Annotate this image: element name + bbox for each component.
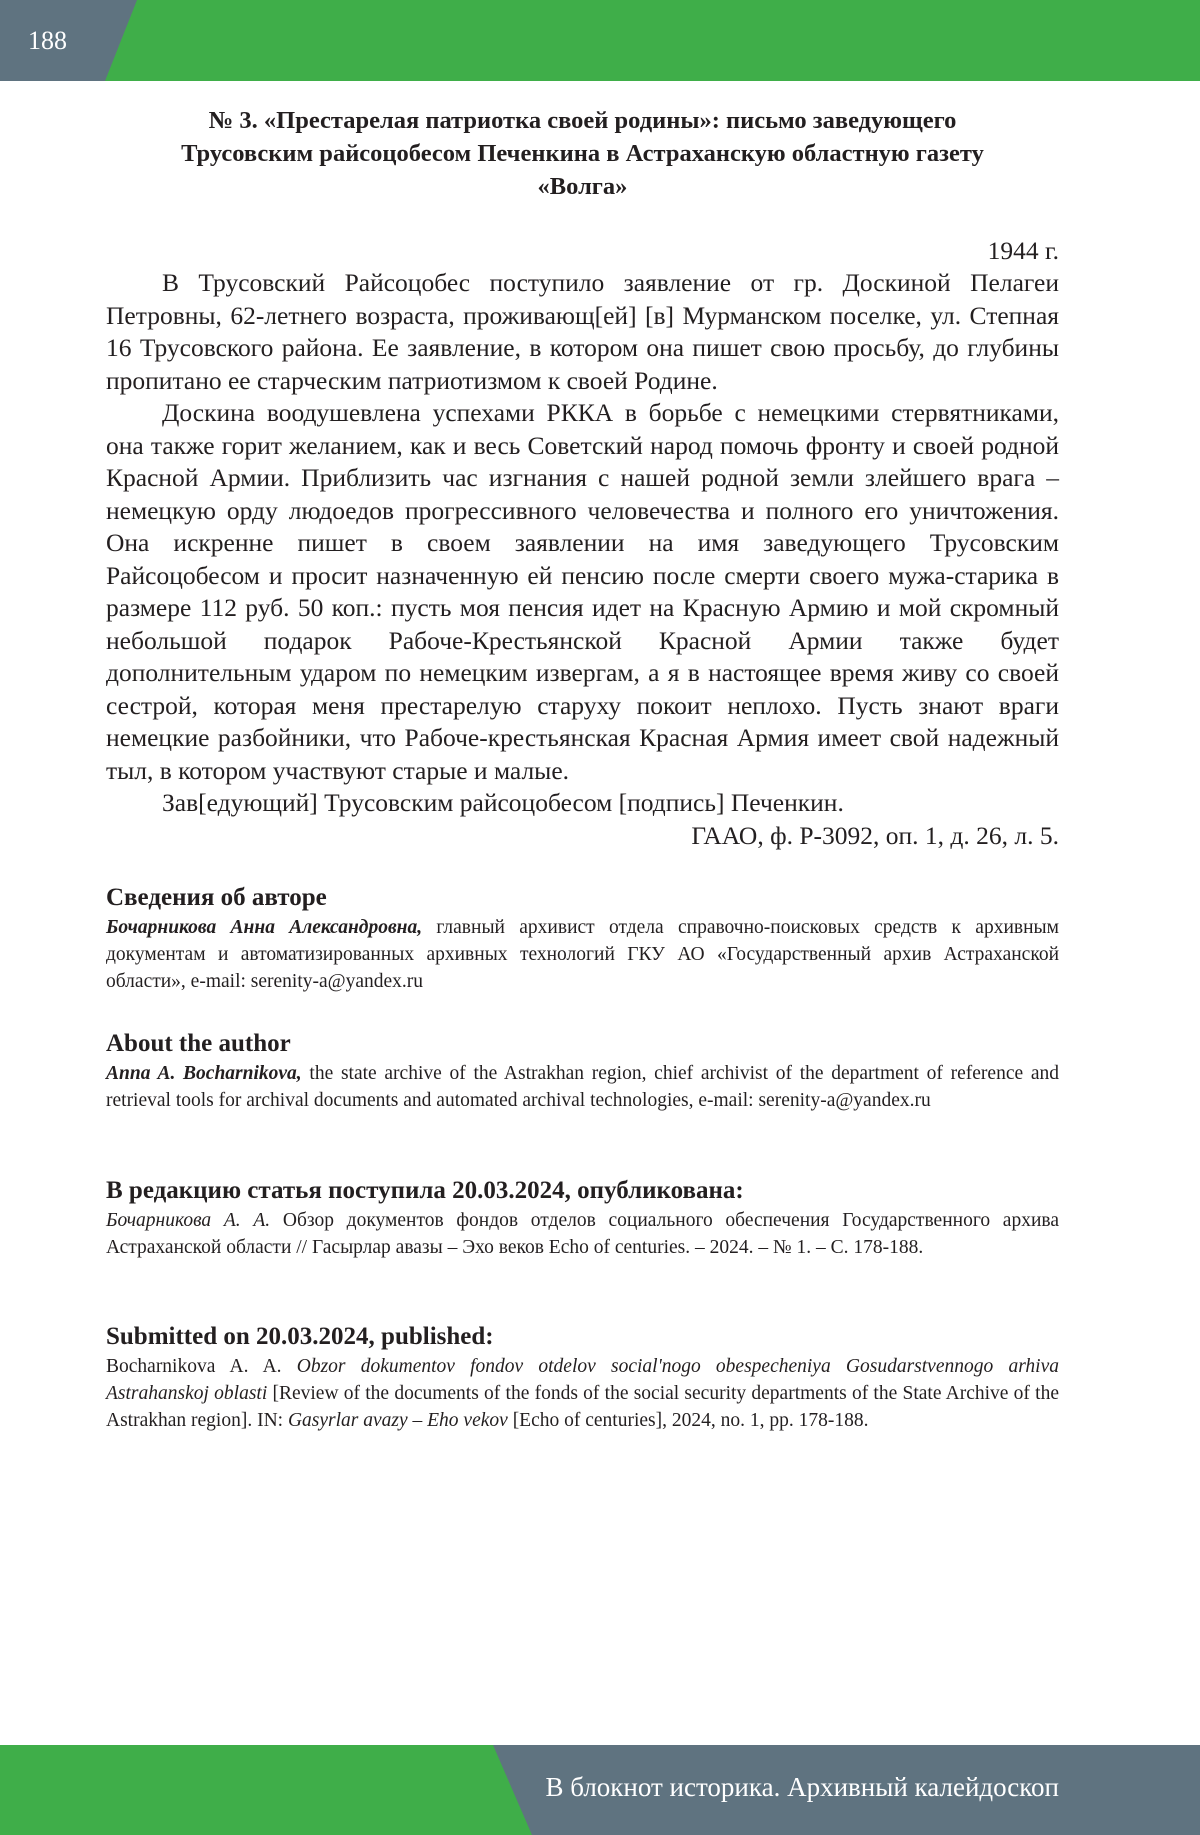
citation-authors: Бочарникова А. А.: [106, 1210, 271, 1231]
submission-info-ru: [106, 1175, 1059, 1261]
body-paragraph: Доскина воодушевлена успехами РККА в борьбе с немецкими стервятниками, она также горит желанием, как и весь Советский народ помочь фронту и своей родной Красной Армии. Приблизить час изгнания с нашей родной земли злейшего врага – немецкую орду людоедов прогрессивного человечества и полного его уничтожения. Она искренне пишет в своем заявлении на имя заведующего Трусовским Райсоцобесом и просит назначенную ей пенсию после смерти своего мужа-старика в размере 112 руб. 50 коп.: пусть моя пенсия идет на Красную Армию и мой скромный небольшой подарок Рабоче-Крестьянской Красной Армии также будет дополнительным ударом по немецким извергам, а я в настоящее время живу со своей сестрой, которая меня престарелую старуху покоит неплохо. Пусть знают враги немецкие разбойники, что Рабоче-крестьянская Красная Армия имеет свой надежный тыл, в котором участвуют старые и малые.: [106, 398, 1059, 785]
header-band-green: [0, 0, 1200, 81]
section-heading: About the author: [106, 1030, 291, 1057]
document-title: [106, 104, 1059, 203]
citation-text: Обзор документов фондов отделов социального обеспечения Государственного архива Астраханской области // Гасырлар авазы – Эхо веков Echo of centuries. – 2024. – № 1. – С. 178-188.: [106, 1210, 1059, 1258]
author-details: the state archive of the Astrakhan region, chief archivist of the department of reference and retrieval tools for archival documents and automated archival technologies, e-mail: serenity-a@yandex.ru: [106, 1063, 1059, 1111]
citation-journal: Gasyrlar avazy – Eho vekov: [287, 1410, 508, 1431]
author-description: [106, 914, 1059, 995]
signature-line: Зав[едующий] Трусовским райсоцобесом [подпись] Печенкин.: [162, 788, 844, 817]
citation: [106, 1207, 1059, 1261]
document-date: 1944 г.: [987, 236, 1059, 265]
submission-info-en: [106, 1321, 1059, 1434]
page-number: 188: [28, 26, 67, 55]
header-band-shape: [0, 0, 1200, 81]
citation-authors: Bocharnikova A. A.: [106, 1356, 297, 1377]
document-title-line: № 3. «Престарелая патриотка своей родины»: письмо заведующего: [208, 107, 957, 134]
author-info-ru: [106, 882, 1059, 995]
section-heading: Submitted on 20.03.2024, published:: [106, 1323, 494, 1350]
section-heading: Сведения об авторе: [106, 884, 327, 911]
header-band: [0, 0, 1200, 81]
author-info-en: [106, 1028, 1059, 1114]
citation-rest: [Echo of centuries], 2024, no. 1, pp. 178-188.: [507, 1410, 869, 1431]
citation-title-translation: [Review of the documents of the fonds of the social security departments of the State Archive of the Astrakhan region]. IN:: [106, 1383, 1059, 1431]
citation-title-translit: Obzor dokumentov fondov otdelov social'nogo obespecheniya Gosudarstvennogo arhiva Astrahanskoj oblasti: [106, 1356, 1059, 1404]
citation: [106, 1353, 1059, 1434]
author-name: Бочарникова Анна Александровна,: [106, 917, 423, 938]
document-body: [106, 267, 1059, 852]
section-heading: В редакцию статья поступила 20.03.2024, опубликована:: [106, 1177, 744, 1204]
author-details: главный архивист отдела справочно-поисковых средств к архивным документам и автоматизированных архивных технологий ГКУ АО «Государственный архив Астраханской области», e-mail: serenity-a@yandex.ru: [106, 917, 1059, 992]
archive-source: ГААО, ф. Р-3092, оп. 1, д. 26, л. 5.: [691, 820, 1059, 850]
document-title-line: Трусовским райсоцобесом Печенкина в Астраханскую областную газету: [181, 140, 984, 167]
body-paragraph: В Трусовский Райсоцобес поступило заявление от гр. Доскиной Пелагеи Петровны, 62-летнего возраста, проживающ[ей] [в] Мурманском поселке, ул. Степная 16 Трусовского района. Ее заявление, в котором она пишет свою просьбу, до глубины пропитано ее старческим патриотизмом к своей Родине.: [106, 268, 1059, 395]
running-footer-title: В блокнот историка. Архивный калейдоскоп: [545, 1772, 1059, 1802]
author-description: [106, 1060, 1059, 1114]
author-name: Anna A. Bocharnikova,: [106, 1063, 302, 1084]
document-title-line: «Волга»: [537, 173, 628, 200]
